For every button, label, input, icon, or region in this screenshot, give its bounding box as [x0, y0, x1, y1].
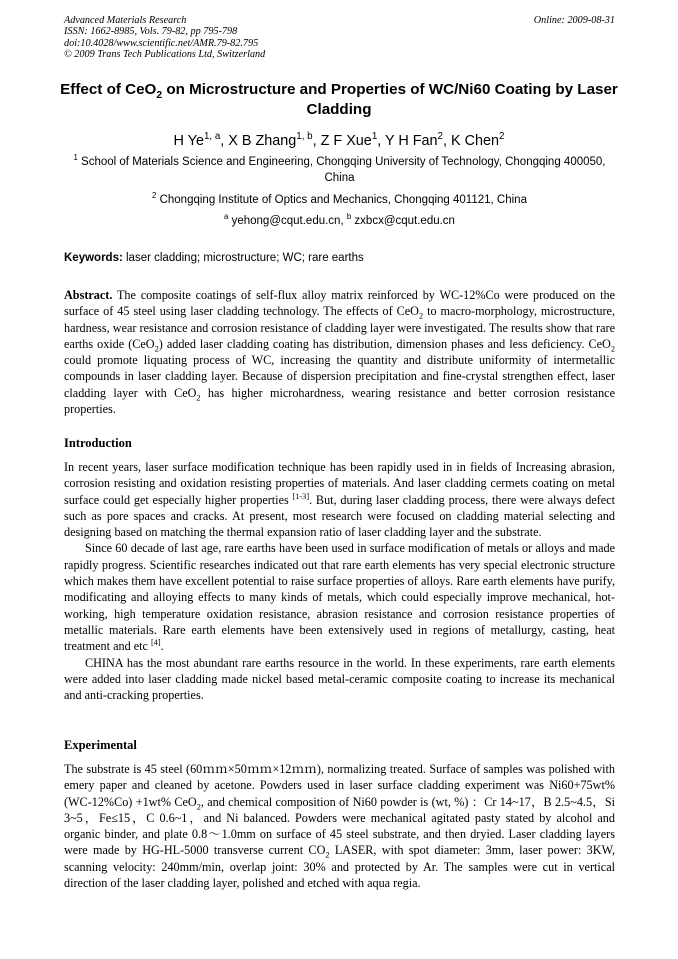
copyright-line: © 2009 Trans Tech Publications Ltd, Switzerland [64, 49, 266, 61]
keywords-line [64, 250, 615, 266]
subscript: 2 [154, 344, 159, 354]
email-mark: a [224, 212, 229, 222]
abstract-text: could promote liquating process of WC, increasing the quantity and distribute uniformity of intermetallic compounds in laser cladding layer. Because of dispersion precipitation and fine-crystal strengthen effect, laser cladding layer with CeO [64, 353, 615, 400]
author-affil-mark: 2 [437, 131, 443, 143]
paragraph-text: . [160, 639, 164, 654]
subscript: 2 [196, 802, 201, 812]
affiliation-number: 1 [73, 153, 78, 163]
email-mark: b [346, 212, 352, 222]
paragraph: CHINA has the most abundant rare earths resource in the world. In these experiments, rare earth elements were added into laser cladding made nickel based metal-ceramic composite coating to increase its mechanical and anti-cracking properties. [64, 655, 615, 703]
paragraph-text: LASER, with spot diameter: 3mm, laser power: 3KW, scanning velocity: 240mm/min, overlap joint: 30% and protected by Ar. The samples were cut in vertical direction of the laser cladding layer, polished and etched with aqua regia. [64, 843, 615, 891]
keywords-label: Keywords: [64, 252, 123, 264]
email-line [64, 213, 615, 229]
email-b: zxbcx@cqut.edu.cn [354, 215, 455, 227]
author-affil-mark: 2 [499, 131, 505, 143]
affiliation-number: 2 [152, 191, 157, 201]
paragraph [64, 540, 615, 654]
paragraph-text: In recent years, laser surface modification technique has been rapidly used in in fields of Increasing abrasion, corrosion resisting and oxidation resisting properties of materials. And laser cladding cermets coating on metal surface could get especially higher properties [64, 460, 615, 507]
author-name: H Ye [173, 133, 204, 149]
author-name: Y H Fan [385, 133, 438, 149]
experimental-body [64, 761, 615, 891]
subscript: 2 [196, 393, 201, 403]
abstract [64, 287, 615, 417]
abstract-text: ) added laser cladding coating has distribution, dimension phases and less deficiency. CeO [158, 336, 611, 351]
abstract-label: Abstract. [64, 288, 113, 302]
author-name: Z F Xue [320, 133, 372, 149]
section-heading-experimental: Experimental [64, 738, 137, 752]
citation: [1-3] [292, 491, 310, 501]
email-a: yehong@cqut.edu.cn, [231, 215, 344, 227]
affiliation-text: Chongqing Institute of Optics and Mechanics, Chongqing 401121, China [159, 194, 527, 206]
author-name: X B Zhang [228, 133, 297, 149]
author-affil-mark: 1 [371, 131, 378, 143]
paragraph [64, 459, 615, 540]
affiliation-1 [64, 154, 615, 186]
author-affil-mark: 1, b [296, 131, 313, 143]
keywords-text: laser cladding; microstructure; WC; rare earths [126, 252, 364, 264]
journal-header [64, 15, 615, 61]
subscript: 2 [418, 311, 424, 321]
paper-title [40, 80, 638, 120]
paragraph-text: , and chemical composition of Ni60 powder is (wt, %) ：Cr 14~17，B 2.5~4.5，Si 3~5，Fe≤15，C 0.6~1，and Ni balanced. Powders were mechanical agitated pasty stated by alcohol and organic binder, and plate 0.8～1.0mm on surface of 45 steel substrate, and then dryied. Laser cladding layers were made by HG-HL-5000 transverse current CO [64, 794, 615, 858]
affiliation-2 [64, 192, 615, 208]
subscript: 2 [610, 344, 616, 354]
author-name: K Chen [451, 133, 499, 149]
paragraph [64, 761, 615, 891]
online-date: Online: 2009-08-31 [533, 15, 615, 26]
abstract-text: has higher microhardness, wearing resistance and better corrosion resistance properties. [64, 385, 615, 417]
affiliation-text: School of Materials Science and Engineering, Chongqing University of Technology, Chongqing 400050, China [81, 156, 606, 184]
paragraph-text: The substrate is 45 steel (60ｍｍ×50ｍｍ×12ｍｍ), normalizing treated. Surface of samples was polished with emery paper and cleaned by acetone. Powders used in laser surface cladding experiment was Ni60+75wt% (WC-12%Co) +1wt% CeO [64, 762, 615, 809]
abstract-text: The composite coatings of self-flux alloy matrix reinforced by WC-12%Co were produced on the surface of 45 steel using laser cladding technology. The effects of CeO [64, 288, 615, 319]
paragraph-text: Since 60 decade of last age, rare earths have been used in surface modification of metals or alloys and made rapidly progress. Scientific researches indicated out that rare earth elements has very special electronic structure which makes them have excellent potential to raise surface properties of alloys. Rare earth elements have purify, modificating and alloying effects to many kinds of metals, which could especially improve mechanical, hot-working, high temperature oxidation resistance, abrasion resistance and corrosion resistance properties of metallic materials. Rare earth elements have been extensively used in regions of metallurgy, casting, heat treatment and etc [64, 541, 615, 654]
issn-line: ISSN: 1662-8985, Vols. 79-82, pp 795-798 [64, 26, 238, 38]
journal-name: Advanced Materials Research [64, 15, 187, 26]
paragraph-text: . But, during laser cladding process, there were always defect such as pore spaces and cracks. At present, most research were focused on cladding material selecting and designing based on matching the thermal expansion ratio of laser cladding layer and the substrate. [64, 492, 615, 540]
citation: [4] [150, 638, 161, 648]
doi-line: doi:10.4028/www.scientific.net/AMR.79-82.795 [64, 37, 259, 49]
introduction-body [64, 459, 615, 703]
section-heading-introduction: Introduction [64, 436, 132, 450]
author-affil-mark: 1, a [203, 131, 221, 143]
title-subscript: 2 [156, 90, 163, 102]
subscript: 2 [325, 850, 330, 860]
title-part-1: Effect of CeO [60, 81, 157, 98]
title-part-2: on Microstructure and Properties of WC/Ni60 Coating by Laser Cladding [162, 81, 618, 118]
author-list: H Ye$^{1, a}$, X B Zhang$^{1, b}$, Z F Xue$^1$, Y H Fan$^2$, K Chen$^2$ [173, 131, 505, 149]
abstract-text: to macro-morphology, microstructure, hardness, wear resistance and corrosion resistance of cladding layer were investigated. The results show that rare earths oxide (CeO [64, 304, 616, 351]
